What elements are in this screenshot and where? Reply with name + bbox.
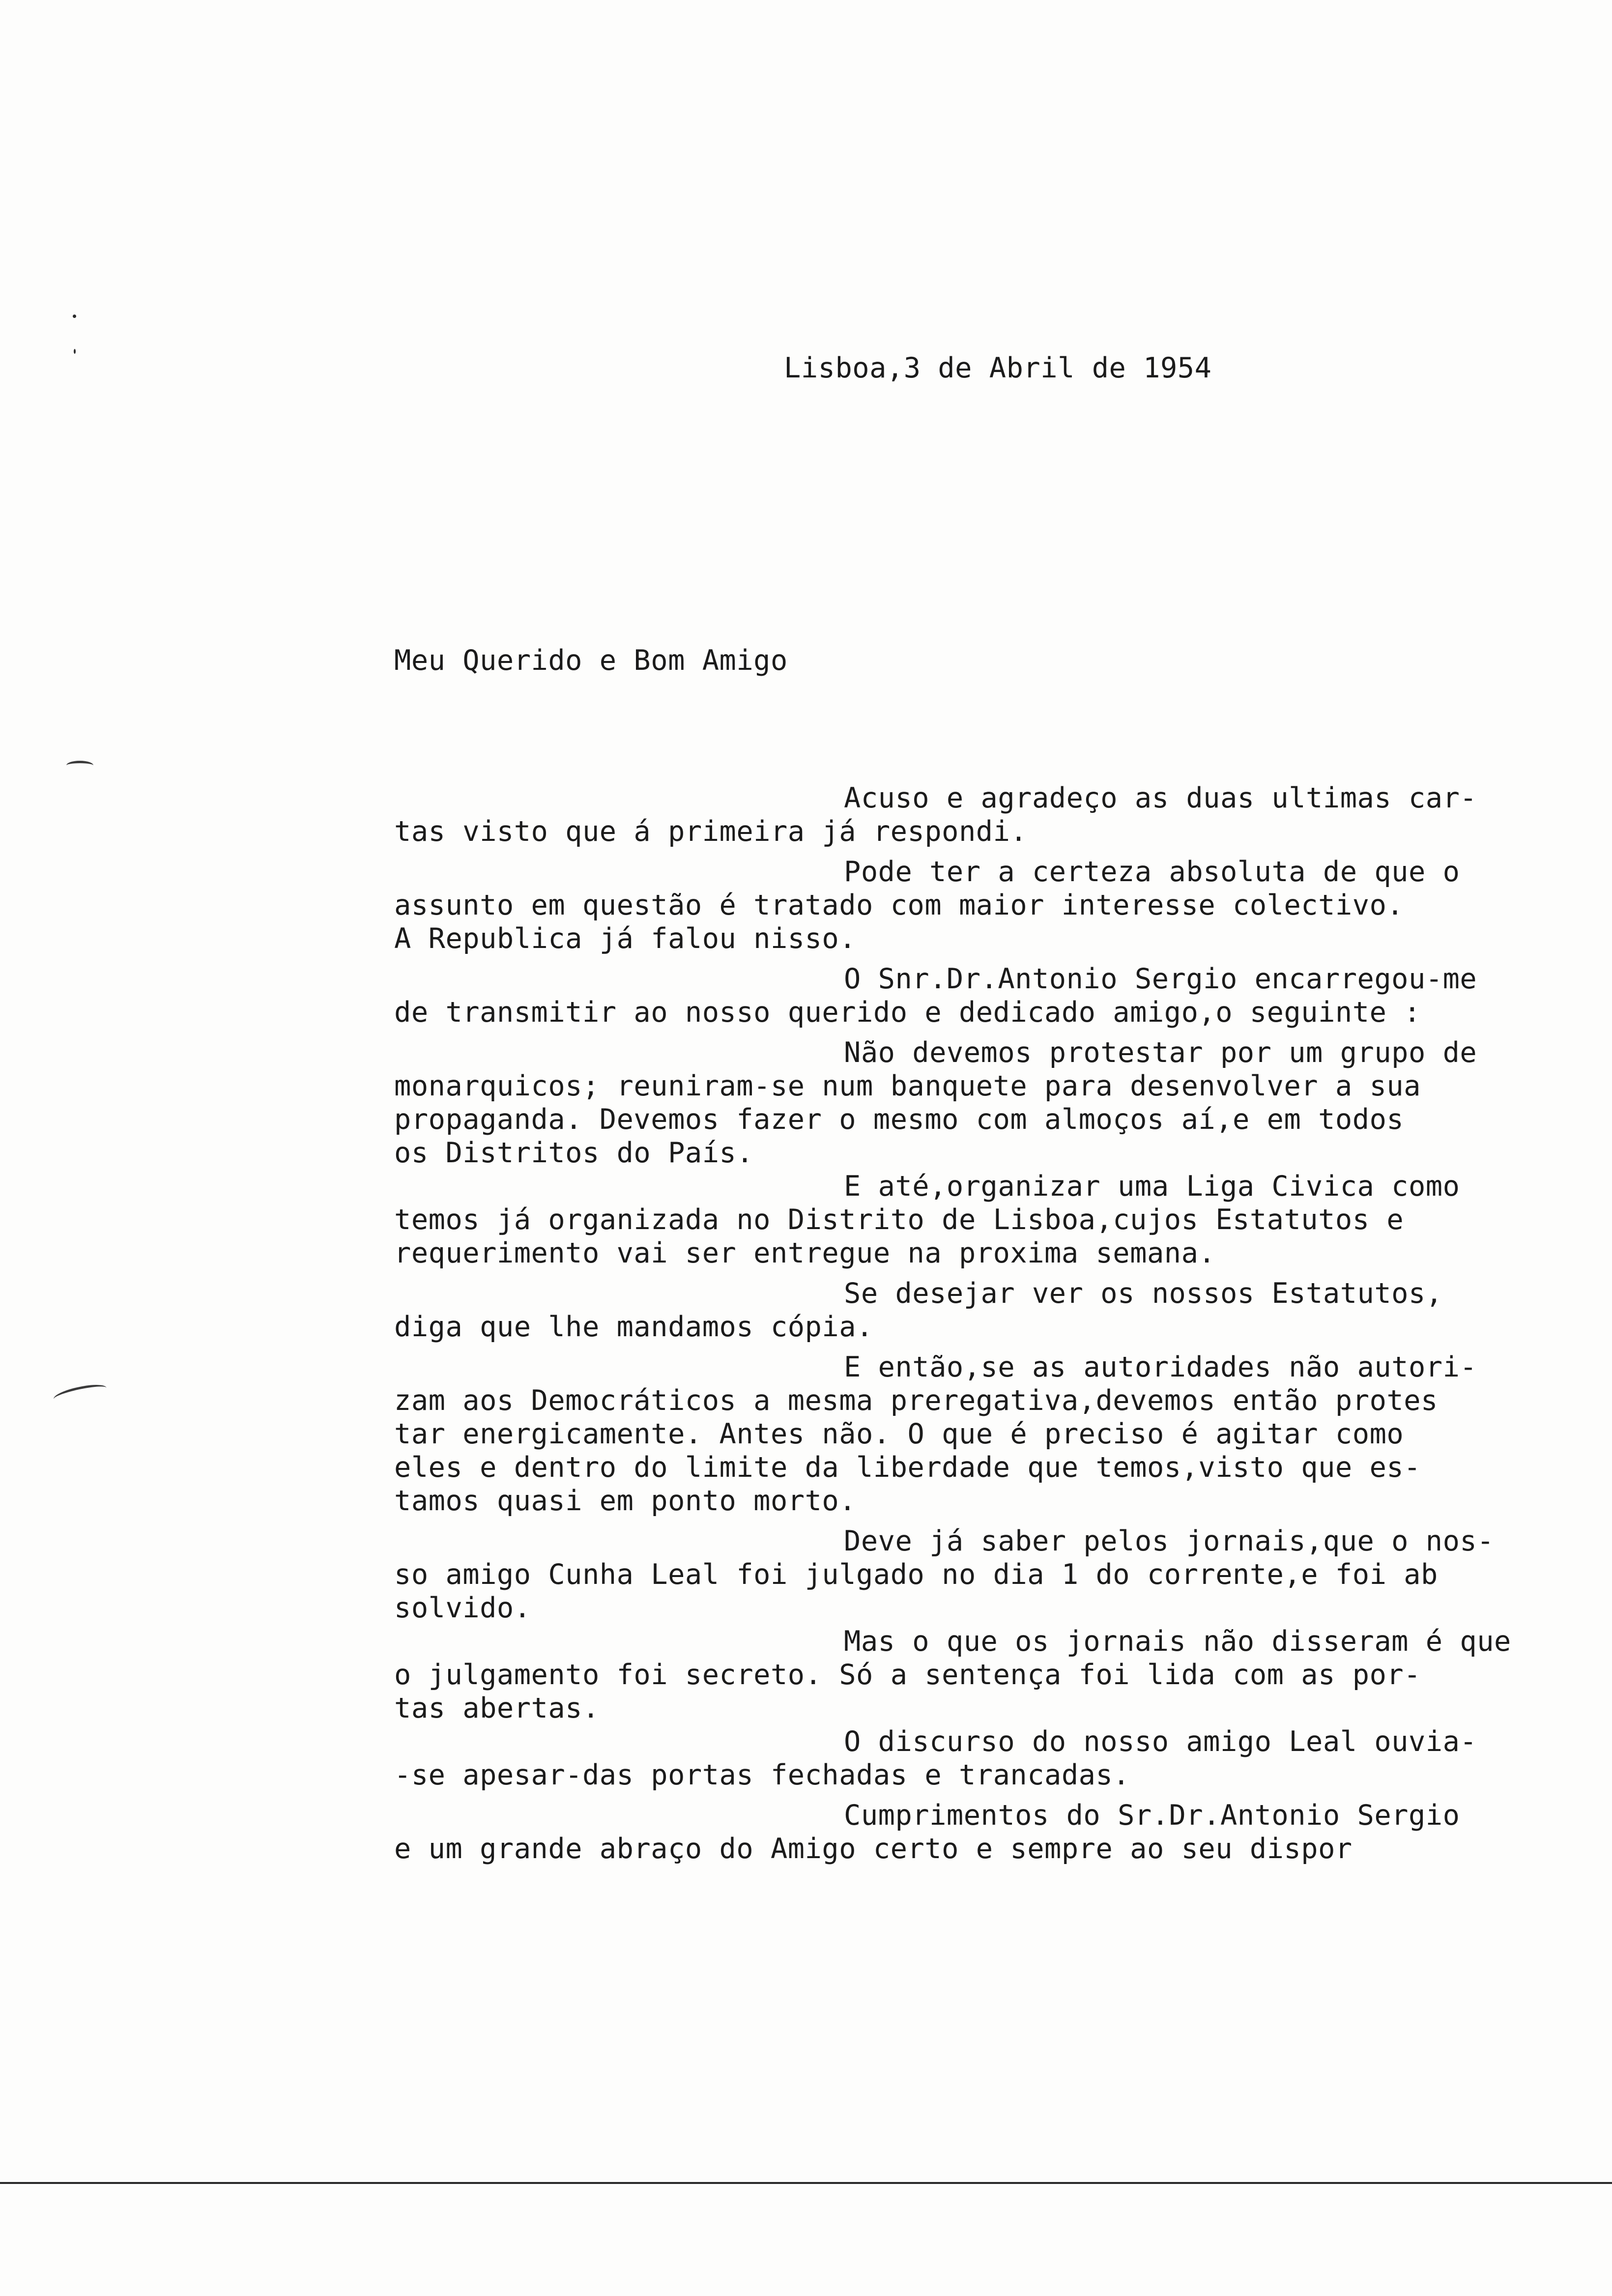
ink-dot xyxy=(73,315,76,318)
letter-line: so amigo Cunha Leal foi julgado no dia 1 do corrente,e foi ab xyxy=(394,1558,1438,1591)
letter-paragraph xyxy=(394,781,1511,848)
letter-paragraph xyxy=(394,1350,1511,1518)
letter-line: solvido. xyxy=(394,1592,531,1624)
letter-line: os Distritos do País. xyxy=(394,1137,754,1169)
letter-line: diga que lhe mandamos cópia. xyxy=(394,1311,873,1343)
letter-body xyxy=(394,781,1511,1866)
letter-line: o julgamento foi secreto. Só a sentença foi lida com as por- xyxy=(394,1659,1421,1691)
letter-line: tas visto que á primeira já respondi. xyxy=(394,815,1028,848)
letter-line: O discurso do nosso amigo Leal ouvia- xyxy=(844,1725,1477,1758)
letter-line: Se desejar ver os nossos Estatutos, xyxy=(844,1277,1443,1310)
letter-line: eles e dentro do limite da liberdade que temos,visto que es- xyxy=(394,1451,1421,1484)
letter-paragraph xyxy=(394,1036,1511,1270)
margin-pen-mark xyxy=(52,1381,108,1406)
letter-line: E então,se as autoridades não autori- xyxy=(844,1351,1477,1383)
page-bottom-rule xyxy=(0,2182,1612,2184)
letter-salutation: Meu Querido e Bom Amigo xyxy=(394,644,788,677)
letter-line: propaganda. Devemos fazer o mesmo com almoços aí,e em todos xyxy=(394,1103,1404,1136)
letter-line: de transmitir ao nosso querido e dedicado amigo,o seguinte : xyxy=(394,996,1421,1029)
letter-paragraph xyxy=(394,1277,1511,1344)
letter-date: Lisboa,3 de Abril de 1954 xyxy=(784,352,1212,384)
letter-line: O Snr.Dr.Antonio Sergio encarregou-me xyxy=(844,963,1477,995)
letter-paragraph xyxy=(394,1799,1511,1866)
letter-line: monarquicos; reuniram-se num banquete para desenvolver a sua xyxy=(394,1070,1421,1102)
letter-line: zam aos Democráticos a mesma preregativa,devemos então protes xyxy=(394,1384,1438,1417)
letter-line: assunto em questão é tratado com maior interesse colectivo. xyxy=(394,889,1404,921)
letter-paragraph xyxy=(394,1524,1511,1792)
letter-line: Cumprimentos do Sr.Dr.Antonio Sergio xyxy=(844,1799,1460,1832)
letter-line: -se apesar-das portas fechadas e trancadas. xyxy=(394,1759,1130,1791)
letter-line: A Republica já falou nisso. xyxy=(394,922,857,955)
letter-line: Deve já saber pelos jornais,que o nos- xyxy=(844,1525,1495,1557)
letter-line: E até,organizar uma Liga Civica como xyxy=(844,1170,1460,1203)
letter-paragraph xyxy=(394,962,1511,1029)
letter-line: tamos quasi em ponto morto. xyxy=(394,1485,857,1517)
letter-line: Não devemos protestar por um grupo de xyxy=(844,1036,1477,1069)
letter-line: tas abertas. xyxy=(394,1692,600,1724)
letter-line: Mas o que os jornais não disseram é que xyxy=(844,1625,1511,1658)
letter-line: Acuso e agradeço as duas ultimas car- xyxy=(844,782,1477,814)
ink-dot xyxy=(74,349,76,354)
letter-line: Pode ter a certeza absoluta de que o xyxy=(844,856,1460,888)
margin-pen-mark xyxy=(66,761,93,770)
letter-line: tar energicamente. Antes não. O que é preciso é agitar como xyxy=(394,1418,1404,1450)
letter-line: e um grande abraço do Amigo certo e sempre ao seu dispor xyxy=(394,1833,1353,1865)
letter-line: requerimento vai ser entregue na proxima semana. xyxy=(394,1237,1216,1269)
letter-paragraph xyxy=(394,855,1511,955)
letter-line: temos já organizada no Distrito de Lisboa,cujos Estatutos e xyxy=(394,1204,1404,1236)
